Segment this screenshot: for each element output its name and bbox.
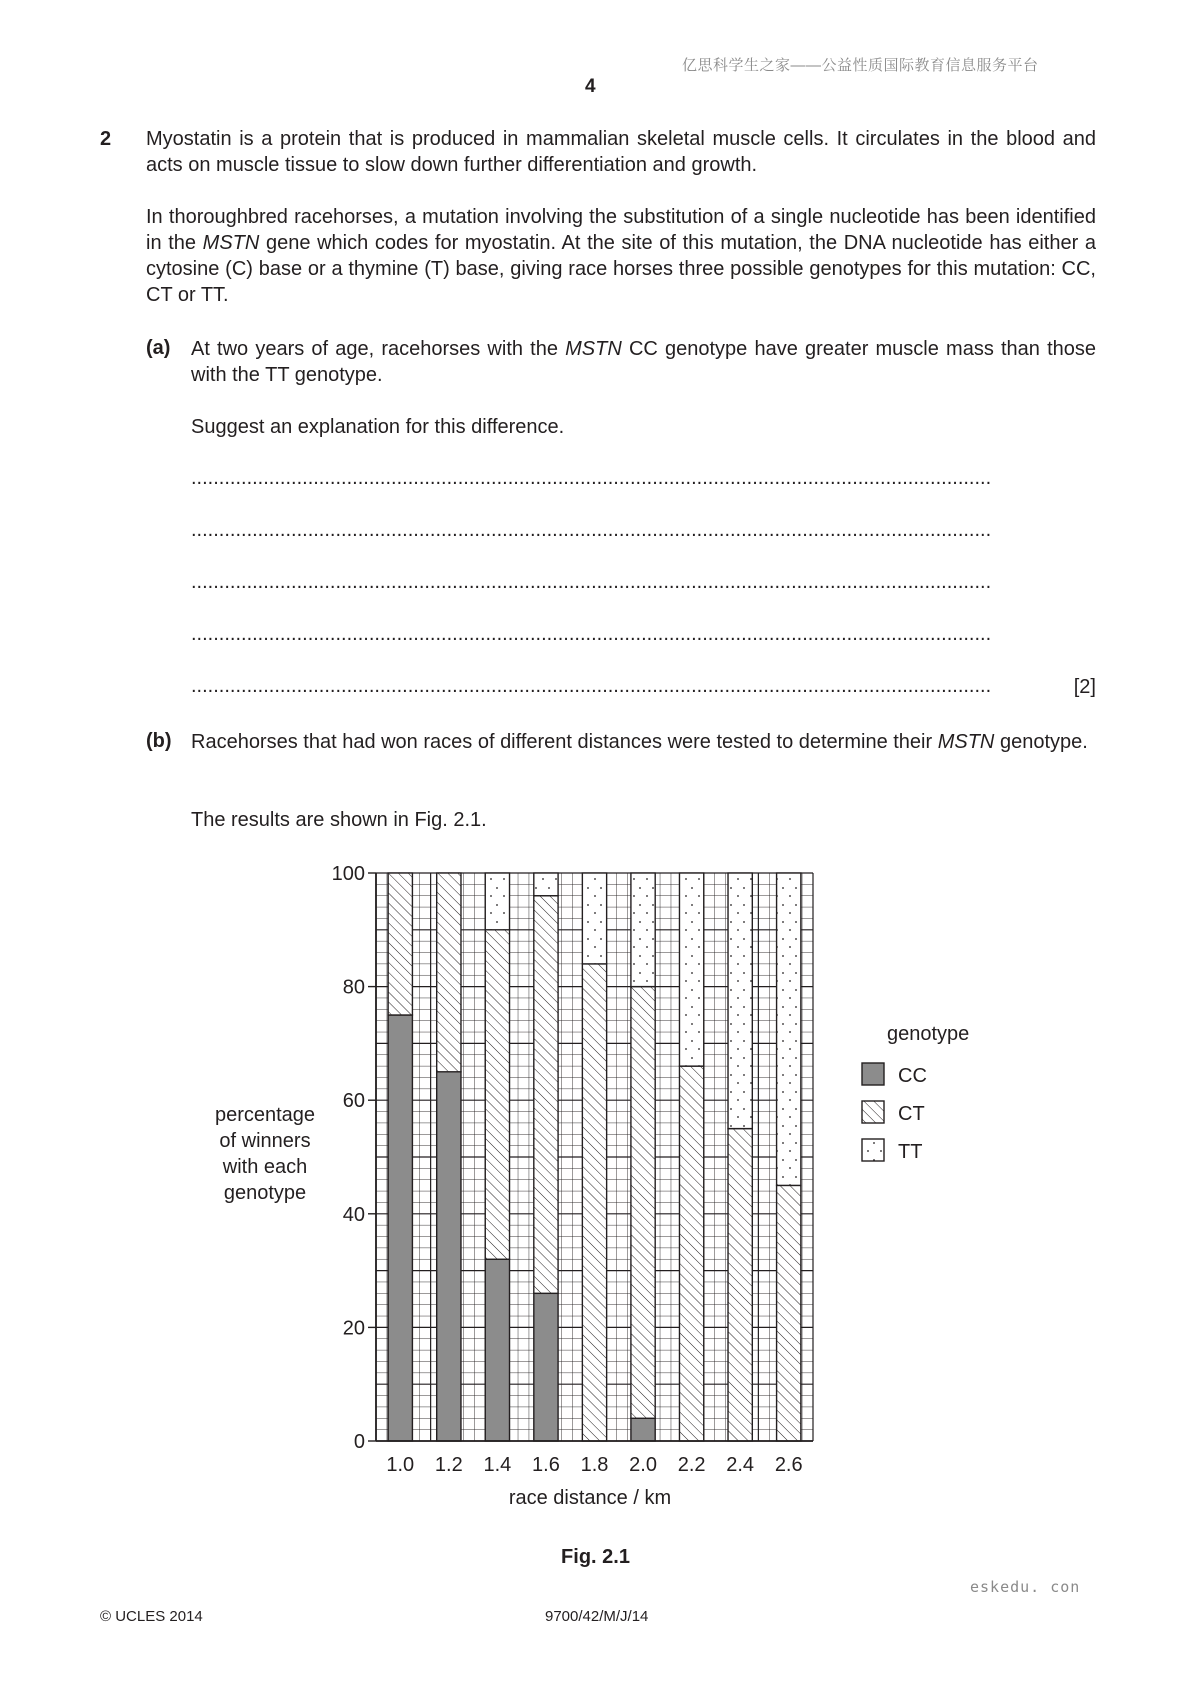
chart-bars	[388, 873, 801, 1441]
answer-line-5[interactable]: ................................................................................................................................................	[191, 676, 992, 696]
legend-label-cc: CC	[898, 1065, 927, 1087]
legend-label-tt: TT	[898, 1141, 923, 1163]
bar-segment-ct	[728, 1129, 752, 1441]
y-tick-label: 40	[342, 1203, 365, 1226]
legend-title: genotype	[887, 1023, 970, 1045]
part-a-gene: MSTN	[565, 338, 622, 360]
header-watermark: 亿思科学生之家——公益性质国际教育信息服务平台	[682, 57, 1039, 74]
x-tick-label: 2.4	[726, 1454, 755, 1476]
x-tick-label: 1.6	[532, 1454, 560, 1476]
bar-segment-ct	[582, 964, 606, 1441]
bar-segment-cc	[485, 1259, 509, 1441]
chart-legend	[862, 1023, 969, 1163]
footer-watermark: eskedu. con	[970, 1578, 1081, 1596]
answer-line-1[interactable]: ................................................................................................................................................	[191, 468, 992, 488]
y-tick-label: 0	[353, 1431, 365, 1453]
x-tick-label: 2.0	[629, 1454, 657, 1476]
y-tick-label: 20	[342, 1317, 365, 1340]
x-tick-label: 1.2	[434, 1454, 463, 1476]
bar-segment-ct	[485, 930, 509, 1259]
answer-line-2[interactable]: ................................................................................................................................................	[191, 520, 992, 540]
x-tick-label: 2.2	[677, 1454, 706, 1476]
x-axis-label: race distance / km	[508, 1487, 672, 1509]
part-a-marks: [2]	[1073, 676, 1096, 698]
bar-segment-tt	[777, 873, 801, 1185]
part-b-gene: MSTN	[937, 731, 995, 753]
bar-segment-ct	[388, 873, 412, 1015]
part-b-results-text: The results are shown in Fig. 2.1.	[191, 809, 487, 831]
x-tick-label: 1.0	[386, 1454, 415, 1476]
x-tick-label: 1.4	[483, 1454, 512, 1476]
figure-caption: Fig. 2.1	[561, 1546, 630, 1568]
intro-2-post: gene which codes for myostatin. At the site of this mutation, the DNA nucleotide has either a cytosine (C) base or a thymine (T) base, giving race horses three possible genotypes for this mutation: CC, CT or TT.	[146, 232, 1097, 306]
answer-line-3[interactable]: ................................................................................................................................................	[191, 572, 992, 592]
bar-segment-cc	[631, 1418, 655, 1441]
footer-paper-code: 9700/42/M/J/14	[545, 1608, 649, 1625]
bar-segment-ct	[777, 1185, 801, 1441]
part-a-pre: At two years of age, racehorses with the	[191, 338, 566, 360]
y-axis-label-line: of winners	[219, 1130, 311, 1152]
intro-2-gene: MSTN	[202, 232, 260, 254]
y-axis-label-line: genotype	[223, 1182, 307, 1204]
x-tick-label: 2.6	[774, 1454, 803, 1476]
part-b-pre: Racehorses that had won races of different distances were tested to determine their	[191, 731, 938, 753]
bar-segment-ct	[679, 1066, 703, 1441]
bar-segment-tt	[679, 873, 703, 1066]
legend-swatch-ct	[862, 1101, 884, 1123]
bar-segment-ct	[437, 873, 461, 1072]
part-b-label: (b)	[146, 730, 172, 752]
bar-segment-tt	[534, 873, 558, 896]
x-tick-label: 1.8	[580, 1454, 609, 1476]
bar-segment-ct	[534, 896, 558, 1294]
answer-line-4[interactable]: ................................................................................................................................................	[191, 624, 992, 644]
question-number: 2	[100, 128, 112, 150]
page-number: 4	[585, 76, 596, 97]
intro-paragraph-1: Myostatin is a protein that is produced in mammalian skeletal muscle cells. It circulates in the blood and acts on muscle tissue to slow down further differentiation and growth.	[146, 128, 1096, 176]
bar-segment-tt	[485, 873, 509, 930]
legend-swatch-cc	[862, 1063, 884, 1085]
part-a-prompt: Suggest an explanation for this difference.	[191, 416, 565, 438]
y-axis-label-line: with each	[222, 1156, 308, 1178]
bar-segment-tt	[728, 873, 752, 1129]
bar-segment-tt	[582, 873, 606, 964]
part-b-post: genotype.	[994, 731, 1088, 753]
bar-segment-cc	[437, 1072, 461, 1441]
legend-label-ct: CT	[898, 1103, 925, 1125]
y-axis-label-line: percentage	[214, 1104, 316, 1126]
part-a-post: CC genotype have greater muscle mass than those with the TT genotype.	[191, 338, 1096, 386]
bar-segment-tt	[631, 873, 655, 987]
y-tick-label: 100	[331, 863, 365, 885]
intro-2-pre: In thoroughbred racehorses, a mutation involving the substitution of a single nucleotide has been identified in the	[146, 206, 1096, 254]
part-a-label: (a)	[146, 337, 171, 359]
bar-segment-cc	[388, 1015, 412, 1441]
y-tick-label: 60	[342, 1090, 365, 1113]
y-tick-label: 80	[342, 976, 365, 999]
y-axis-label	[190, 1102, 340, 1206]
legend-swatch-tt	[862, 1139, 884, 1161]
footer-copyright: © UCLES 2014	[100, 1608, 203, 1625]
bar-segment-ct	[631, 987, 655, 1419]
bar-segment-cc	[534, 1293, 558, 1441]
